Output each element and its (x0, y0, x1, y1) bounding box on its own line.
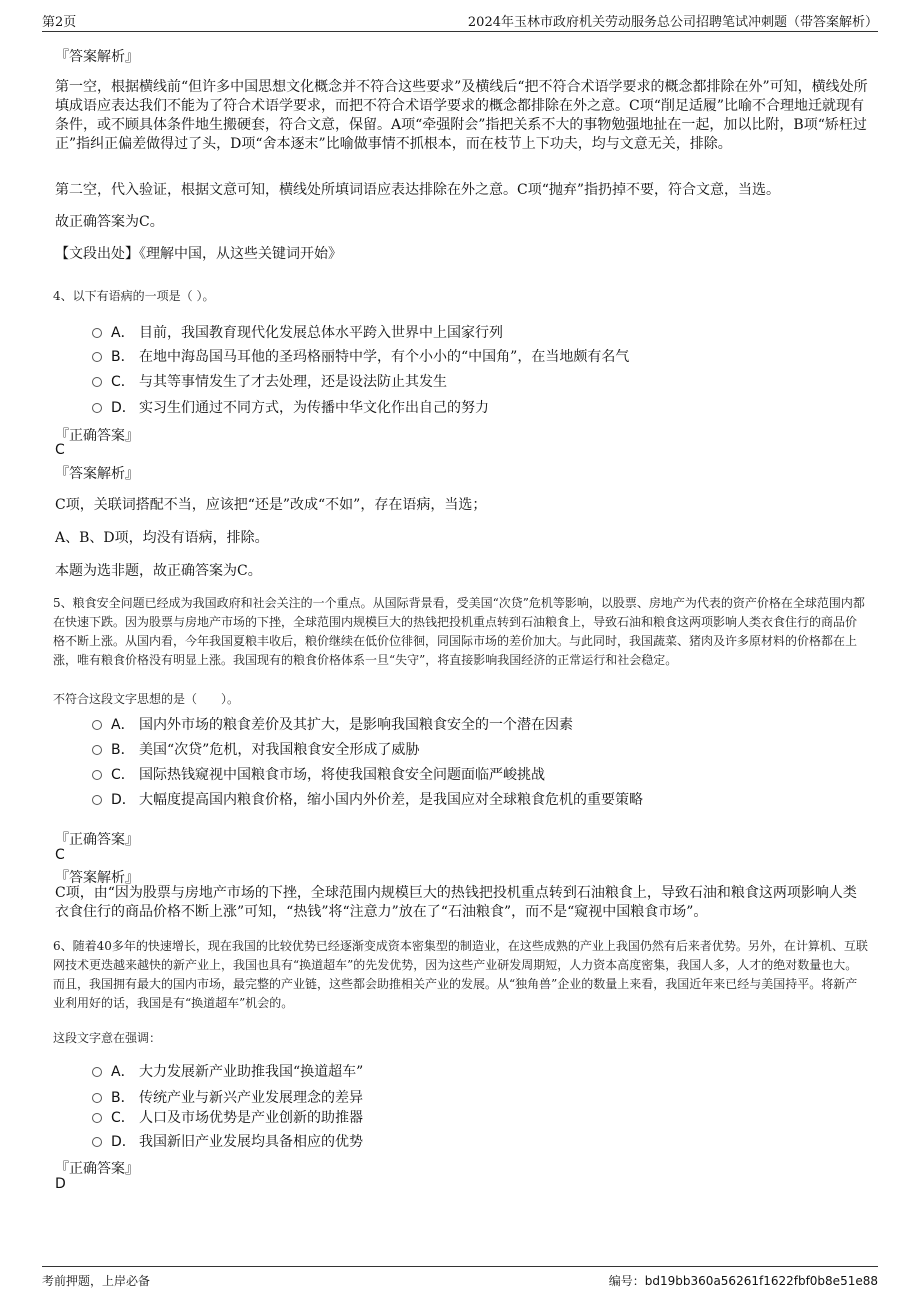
q3-analysis-p3: 故正确答案为C。 (55, 214, 164, 230)
document-title: 2024年玉林市政府机关劳动服务总公司招聘笔试冲刺题（带答案解析） (467, 15, 878, 30)
page-footer (42, 1266, 878, 1289)
q6-question: 这段文字意在强调： (53, 1031, 162, 1045)
footer-slogan: 考前押题，上岸必备 (42, 1274, 151, 1288)
radio-icon[interactable] (92, 720, 102, 730)
radio-icon[interactable] (92, 352, 102, 362)
radio-icon[interactable] (92, 770, 102, 780)
q4-stem: 4、以下有语病的一项是（ ）。 (53, 289, 215, 303)
q5-analysis-label: 『答案解析』 (55, 870, 139, 886)
q5-option-a[interactable]: A． 国内外市场的粮食差价及其扩大，是影响我国粮食安全的一个潜在因素 (92, 714, 573, 734)
q3-analysis-p1: 第一空，根据横线前“但许多中国思想文化概念并不符合这些要求”及横线后“把不符合术语学要求的概念都排除在外”可知，横线处所填成语应表达我们不能为了符合术语学要求，而把不符合术语学要求的概念都排除在外之意。C项“削足适履”比喻不合理地迁就现有条件，或不顾具体条件地生搬硬套，符合文意，保留。A项“牵强附会”指把关系不大的事物勉强地扯在一起，加以比附，B项“矫枉过正”指纠正偏差做得过了头，D项“舍本逐末”比喻做事情不抓根本，而在枝节上下功夫，均与文意无关，排除。 (55, 79, 868, 152)
q6-stem: 6、随着40多年的快速增长，现在我国的比较优势已经逐渐变成资本密集型的制造业，在这些成熟的产业上我国仍然有后来者优势。另外，在计算机、互联网技术更迭越来越快的新产业上，我国也具有“换道超车”的先发优势，因为这些产业研发周期短，人力资本高度密集，我国人多，人才的绝对数量也大。而且，我国拥有最大的国内市场，最完整的产业链，这些都会助推相关产业的发展。从“独角兽”企业的数量上来看，我国近年来已经与美国持平。将新产业利用好的话，我国是有“换道超车”机会的。 (53, 939, 868, 1010)
q5-option-d[interactable]: D． 大幅度提高国内粮食价格，缩小国内外价差，是我国应对全球粮食危机的重要策略 (92, 789, 643, 809)
q6-answer: D (55, 1176, 66, 1192)
q5-option-b[interactable]: B． 美国“次贷”危机，对我国粮食安全形成了威胁 (92, 739, 419, 759)
q6-option-b[interactable]: B． 传统产业与新兴产业发展理念的差异 (92, 1087, 363, 1107)
radio-icon[interactable] (92, 1113, 102, 1123)
q5-analysis-1: C项，由“因为股票与房地产市场的下挫，全球范围内规模巨大的热钱把投机重点转到石油粮食上，导致石油和粮食这两项影响人类衣食住行的商品价格不断上涨”可知，“热钱”将“注意力”放在了“石油粮食”，而不是“窥视中国粮食市场”。 (55, 885, 857, 920)
radio-icon[interactable] (92, 1067, 102, 1077)
q5-answer: C (55, 847, 65, 863)
q4-option-d[interactable]: D． 实习生们通过不同方式，为传播中华文化作出自己的努力 (92, 397, 489, 417)
q5-stem: 5、粮食安全问题已经成为我国政府和社会关注的一个重点。从国际背景看，受美国“次贷”危机等影响，以股票、房地产为代表的资产价格在全球范围内都在快速下跌。因为股票与房地产市场的下挫，全球范围内规模巨大的热钱把投机重点转到石油粮食上，导致石油和粮食这两项影响人类衣食住行的商品价格不断上涨。从国内看，今年我国夏粮丰收后，粮价继续在低价位徘徊，同国际市场的差价加大。与此同时，我国蔬菜、猪肉及许多原材料的价格都在上涨，唯有粮食价格没有明显上涨。我国现有的粮食价格体系一旦“失守”，将直接影响我国经济的正常运行和社会稳定。 (53, 596, 865, 667)
q4-option-b[interactable]: B． 在地中海岛国马耳他的圣玛格丽特中学，有个小小的“中国角”，在当地颇有名气 (92, 346, 629, 366)
footer-serial: 编号：bd19bb360a56261f1622fbf0b8e51e88 (608, 1274, 878, 1288)
radio-icon[interactable] (92, 377, 102, 387)
page-header (42, 9, 878, 32)
radio-icon[interactable] (92, 745, 102, 755)
q4-analysis-2: A、B、D项，均没有语病，排除。 (55, 530, 269, 546)
q5-answer-label: 『正确答案』 (55, 832, 139, 848)
q3-analysis-label: 『答案解析』 (55, 49, 139, 65)
radio-icon[interactable] (92, 795, 102, 805)
q4-option-c[interactable]: C． 与其等事情发生了才去处理，还是设法防止其发生 (92, 371, 447, 391)
q5-option-c[interactable]: C． 国际热钱窥视中国粮食市场，将使我国粮食安全问题面临严峻挑战 (92, 764, 545, 784)
q6-option-a[interactable]: A． 大力发展新产业助推我国“换道超车” (92, 1061, 363, 1081)
q5-question: 不符合这段文字思想的是（ ）。 (53, 692, 240, 706)
q6-answer-label: 『正确答案』 (55, 1161, 139, 1177)
radio-icon[interactable] (92, 403, 102, 413)
radio-icon[interactable] (92, 1137, 102, 1147)
q6-option-d[interactable]: D． 我国新旧产业发展均具备相应的优势 (92, 1131, 363, 1151)
q4-answer: C (55, 442, 65, 458)
q4-analysis-1: C项，关联词搭配不当，应该把“还是”改成“不如”，存在语病，当选； (55, 497, 487, 513)
q3-source: 【文段出处】《理解中国，从这些关键词开始》 (55, 246, 342, 262)
q4-analysis-3: 本题为选非题，故正确答案为C。 (55, 563, 262, 579)
q3-analysis-p2: 第二空，代入验证，根据文意可知，横线处所填词语应表达排除在外之意。C项“抛弃”指扔掉不要，符合文意，当选。 (55, 182, 781, 198)
page-number: 第2页 (42, 15, 77, 30)
q4-answer-label: 『正确答案』 (55, 428, 139, 444)
q4-option-a[interactable]: A． 目前，我国教育现代化发展总体水平跨入世界中上国家行列 (92, 322, 503, 342)
q6-option-c[interactable]: C． 人口及市场优势是产业创新的助推器 (92, 1107, 363, 1127)
q4-analysis-label: 『答案解析』 (55, 466, 139, 482)
radio-icon[interactable] (92, 1093, 102, 1103)
radio-icon[interactable] (92, 328, 102, 338)
